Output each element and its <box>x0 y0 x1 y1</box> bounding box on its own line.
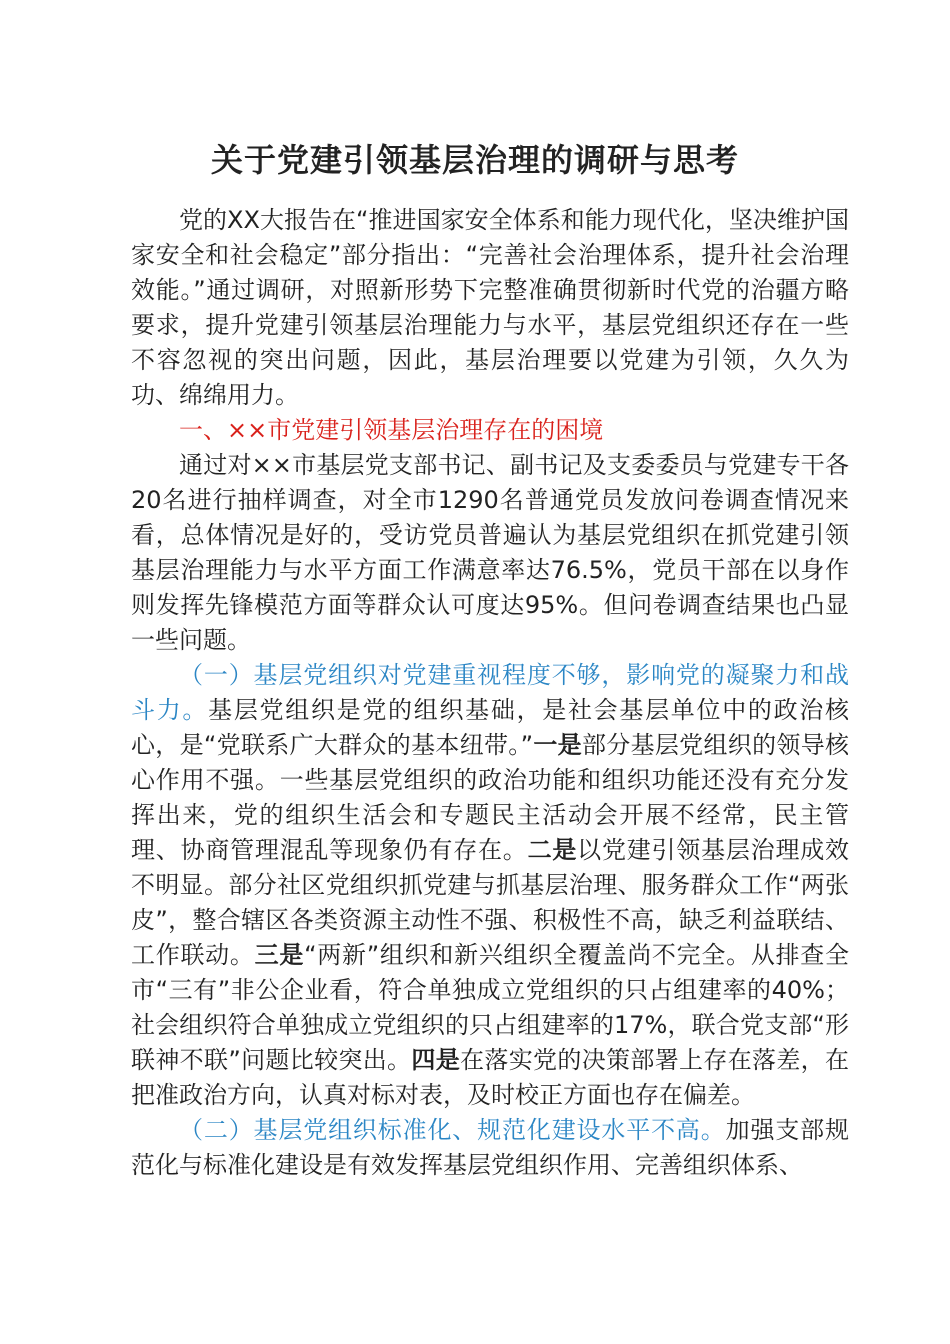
point-1-keyword: 一是 <box>533 731 582 759</box>
point-4-keyword: 四是 <box>411 1046 461 1074</box>
subsection-heading-2: （二）基层党组织标准化、规范化建设水平不高。 <box>179 1116 726 1144</box>
subsection-2-paragraph <box>131 1113 849 1183</box>
intro-paragraph: 党的XX大报告在“推进国家安全体系和能力现代化，坚决维护国家安全和社会稳定”部分指出：“完善社会治理体系，提升社会治理效能。”通过调研，对照新形势下完整准确贯彻新时代党的治疆方略要求，提升党建引领基层治理能力与水平，基层党组织还存在一些不容忽视的突出问题，因此，基层治理要以党建为引领，久久为功、绵绵用力。 <box>131 206 849 409</box>
point-2-text: 以党建引领基层治理成效不明显。部分社区党组织抓党建与抓基层治理、服务群众工作“两张皮”，整合辖区各类资源主动性不强、积极性不高，缺乏利益联结、工作联动。 <box>131 836 850 969</box>
point-2-keyword: 二是 <box>527 836 578 864</box>
survey-paragraph: 通过对××市基层党支部书记、副书记及支委委员与党建专干各20名进行抽样调查，对全市1290名普通党员发放问卷调查情况来看，总体情况是好的，受访党员普遍认为基层党组织在抓党建引领基层治理能力与水平方面工作满意率达76.5%，党员干部在以身作则发挥先锋模范方面等群众认可度达95%。但问卷调查结果也凸显一些问题。 <box>131 451 849 654</box>
document-body <box>131 203 849 1183</box>
point-4-text: 在落实党的决策部署上存在落差，在把准政治方向，认真对标对表，及时校正方面也存在偏差。 <box>131 1046 850 1109</box>
subsection-1-paragraph <box>131 658 849 1113</box>
document-title: 关于党建引领基层治理的调研与思考 <box>210 141 739 179</box>
point-1-text: 部分基层党组织的领导核心作用不强。一些基层党组织的政治功能和组织功能还没有充分发挥出来，党的组织生活会和专题民主活动会开展不经常，民主管理、协商管理混乱等现象仍有存在。 <box>131 731 850 864</box>
subsection-heading-1: （一）基层党组织对党建重视程度不够，影响党的凝聚力和战斗力。 <box>131 661 849 724</box>
subsection-1-lead: 基层党组织是党的组织基础，是社会基层单位中的政治核心，是“党联系广大群众的基本纽带。” <box>131 696 850 759</box>
section-heading-1: 一、××市党建引领基层治理存在的困境 <box>179 416 604 444</box>
subsection-2-lead: 加强支部规范化与标准化建设是有效发挥基层党组织作用、完善组织体系、 <box>131 1116 850 1179</box>
point-3-keyword: 三是 <box>254 941 305 969</box>
point-3-text: “两新”组织和新兴组织全覆盖尚不完全。从排查全市“三有”非公企业看，符合单独成立党组织的只占组建率的40%；社会组织符合单独成立党组织的只占组建率的17%，联合党支部“形联神不联”问题比较突出。 <box>131 941 850 1074</box>
